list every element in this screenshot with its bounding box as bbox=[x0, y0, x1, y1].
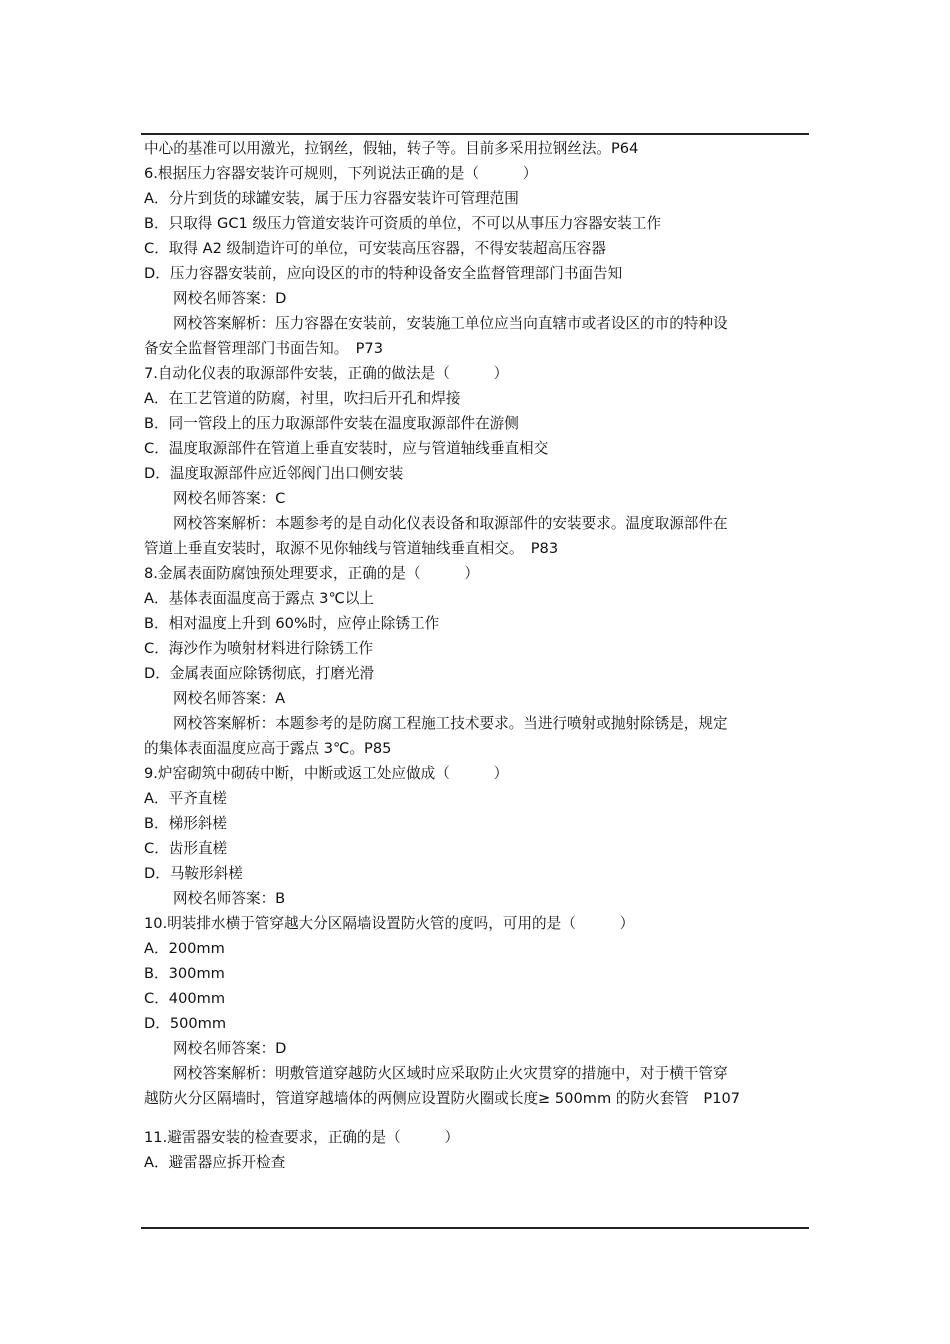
option: A．基体表面温度高于露点 3℃以上 bbox=[144, 590, 375, 607]
analysis-text: 的集体表面温度应高于露点 3℃。P85 bbox=[144, 740, 392, 757]
analysis-text: 网校答案解析：压力容器在安装前，安装施工单位应当向直辖市或者设区的市的特种设 bbox=[173, 315, 728, 332]
option: D．温度取源部件应近邻阀门出口侧安装 bbox=[144, 465, 404, 482]
option: B．只取得 GC1 级压力管道安装许可资质的单位，不可以从事压力容器安装工作 bbox=[144, 215, 662, 232]
option: C．取得 A2 级制造许可的单位，可安装高压容器，不得安装超高压容器 bbox=[144, 240, 606, 257]
option: D．金属表面应除锈彻底，打磨光滑 bbox=[144, 665, 375, 682]
question-stem: 6.根据压力容器安装许可规则，下列说法正确的是（ ） bbox=[144, 165, 538, 182]
option: A．200mm bbox=[144, 940, 225, 957]
option: A．平齐直槎 bbox=[144, 790, 227, 807]
option: D．500mm bbox=[144, 1015, 227, 1032]
option: D．马鞍形斜槎 bbox=[144, 865, 243, 882]
question-stem: 11.避雷器安装的检查要求，正确的是（ ） bbox=[144, 1129, 460, 1146]
option: B．同一管段上的压力取源部件安装在温度取源部件在游侧 bbox=[144, 415, 519, 432]
option: B．梯形斜槎 bbox=[144, 815, 227, 832]
option: C．温度取源部件在管道上垂直安装时，应与管道轴线垂直相交 bbox=[144, 440, 549, 457]
analysis-text: 网校答案解析：本题参考的是自动化仪表设备和取源部件的安装要求。温度取源部件在 bbox=[173, 515, 728, 532]
option: D．压力容器安装前，应向设区的市的特种设备安全监督管理部门书面告知 bbox=[144, 265, 623, 282]
option: C．齿形直槎 bbox=[144, 840, 228, 857]
option: A．分片到货的球罐安装，属于压力容器安装许可管理范围 bbox=[144, 190, 519, 207]
intro-text: 中心的基准可以用激光，拉钢丝，假轴，转子等。目前多采用拉钢丝法。P64 bbox=[144, 140, 639, 157]
option: B．300mm bbox=[144, 965, 225, 982]
document-body bbox=[144, 136, 810, 1175]
analysis-text: 越防火分区隔墙时，管道穿越墙体的两侧应设置防火圈或长度≥ 500mm 的防火套管 P107 bbox=[144, 1090, 741, 1107]
spacer bbox=[144, 1111, 810, 1125]
analysis-text: 备安全监督管理部门书面告知。 P73 bbox=[144, 340, 383, 357]
option: B．相对温度上升到 60%时，应停止除锈工作 bbox=[144, 615, 440, 632]
header-rule bbox=[141, 133, 809, 135]
question-stem: 8.金属表面防腐蚀预处理要求，正确的是（ ） bbox=[144, 565, 479, 582]
footer-rule bbox=[141, 1227, 809, 1229]
answer-text: 网校名师答案：A bbox=[173, 690, 286, 707]
answer-text: 网校名师答案：C bbox=[173, 490, 286, 507]
answer-text: 网校名师答案：D bbox=[173, 290, 287, 307]
analysis-text: 网校答案解析：明敷管道穿越防火区域时应采取防止火灾贯穿的措施中，对于横干管穿 bbox=[173, 1065, 728, 1082]
analysis-text: 网校答案解析：本题参考的是防腐工程施工技术要求。当进行喷射或抛射除锈是，规定 bbox=[173, 715, 728, 732]
answer-text: 网校名师答案：B bbox=[173, 890, 286, 907]
question-stem: 9.炉窑砌筑中砌砖中断，中断或返工处应做成（ ） bbox=[144, 765, 509, 782]
question-stem: 10.明装排水横于管穿越大分区隔墙设置防火管的度吗，可用的是（ ） bbox=[144, 915, 635, 932]
question-stem: 7.自动化仪表的取源部件安装，正确的做法是（ ） bbox=[144, 365, 509, 382]
option: A．在工艺管道的防腐，衬里，吹扫后开孔和焊接 bbox=[144, 390, 461, 407]
option: C．海沙作为喷射材料进行除锈工作 bbox=[144, 640, 374, 657]
option: C．400mm bbox=[144, 990, 226, 1007]
analysis-text: 管道上垂直安装时，取源不见你轴线与管道轴线垂直相交。 P83 bbox=[144, 540, 559, 557]
option: A．避雷器应拆开检查 bbox=[144, 1154, 286, 1171]
answer-text: 网校名师答案：D bbox=[173, 1040, 287, 1057]
